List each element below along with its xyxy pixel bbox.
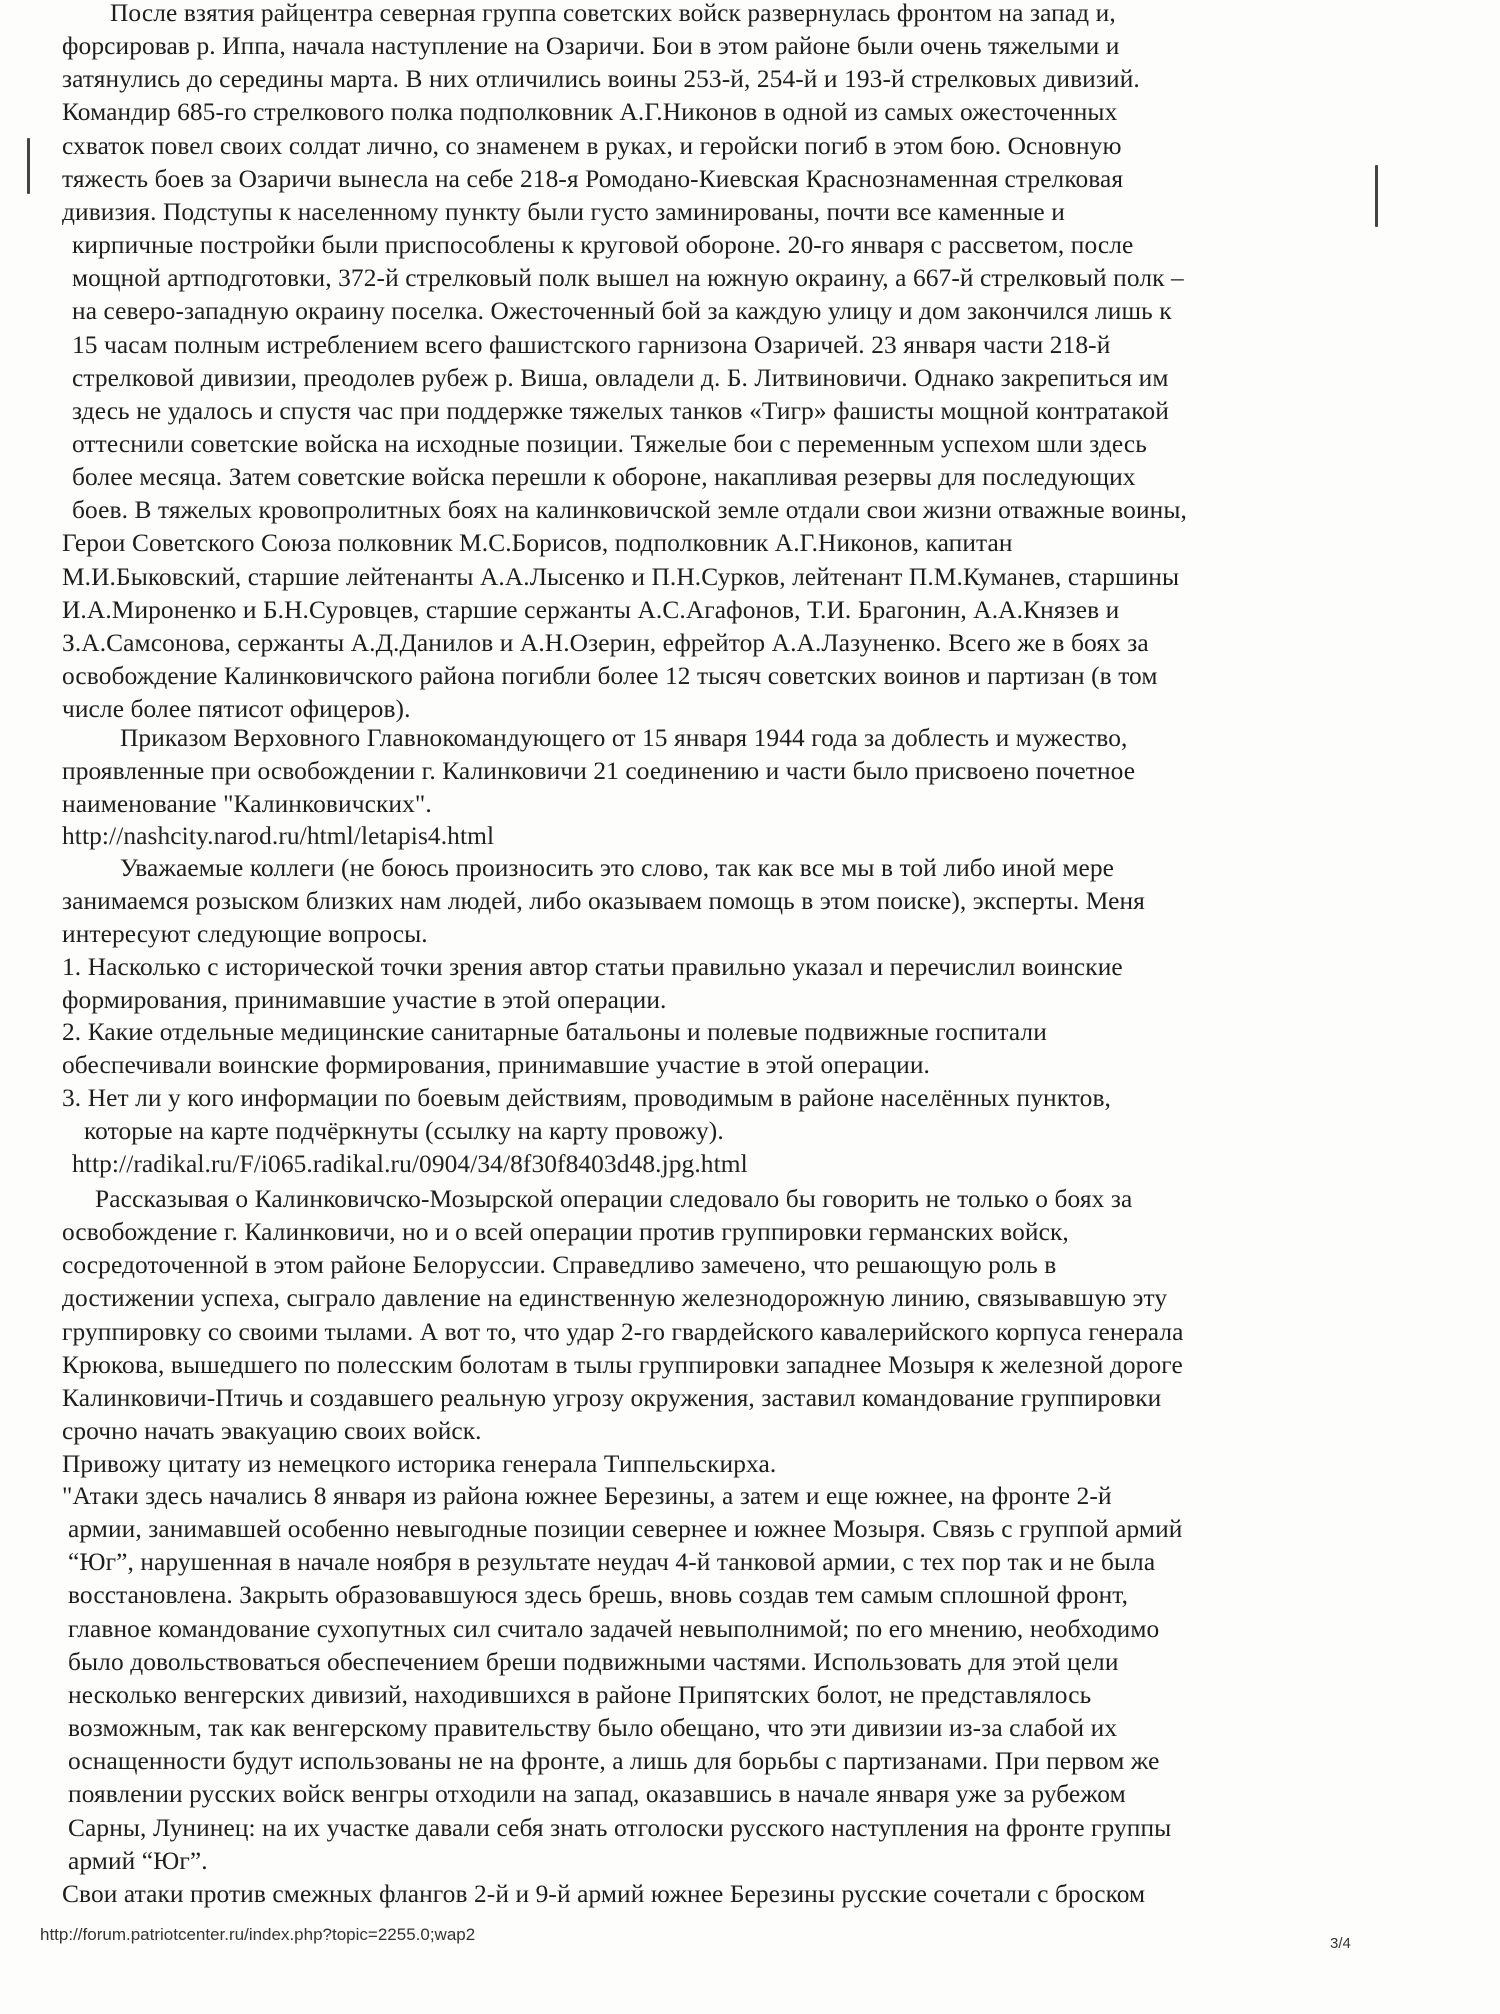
text-line: тяжесть боев за Озаричи вынесла на себе 218-я Ромодано-Киевская Краснознаменная стрелковая <box>62 164 1124 193</box>
text-line: 3. Нет ли у кого информации по боевым действиям, проводимым в районе населённых пунктов, <box>62 1084 1111 1112</box>
text-line: освобождение г. Калинковичи, но и о всей операции против группировки германских войск, <box>62 1218 1069 1247</box>
text-line: появлении русских войск венгры отходили на запад, оказавшись в начале января уже за рубежом <box>68 1780 1126 1809</box>
text-line: “Юг”, нарушенная в начале ноября в результате неудач 4-й танковой армии, с тех пор так и не была <box>68 1548 1156 1577</box>
text-line: более месяца. Затем советские войска перешли к обороне, накапливая резервы для последующих <box>72 463 1136 492</box>
text-line: было довольствоваться обеспечением бреши подвижными частями. Использовать для этой цели <box>68 1647 1119 1676</box>
text-line: 15 часам полным истреблением всего фашистского гарнизона Озаричей. 23 января части 218-й <box>72 330 1111 359</box>
text-line: форсировав р. Иппа, начала наступление на Озаричи. Бои в этом районе были очень тяжелыми и <box>62 32 1120 61</box>
text-line: достижении успеха, сыграло давление на единственную железнодорожную линию, связывавшую эту <box>62 1284 1168 1313</box>
text-line: обеспечивали воинские формирования, принимавшие участие в этой операции. <box>62 1051 930 1080</box>
text-line: Сарны, Лунинец: на их участке давали себя знать отголоски русского наступления на фронте группы <box>68 1813 1172 1842</box>
text-line: проявленные при освобождении г. Калинковичи 21 соединению и части было присвоено почетное <box>62 757 1136 786</box>
text-line: затянулись до середины марта. В них отличились воины 253-й, 254-й и 193-й стрелковых дивизий. <box>62 65 1140 94</box>
link-url[interactable]: http://radikal.ru/F/i065.radikal.ru/0904/34/8f30f8403d48.jpg.html <box>72 1150 748 1178</box>
text-line: Приказом Верховного Главнокомандующего от 15 января 1944 года за доблесть и мужество, <box>120 724 1128 752</box>
text-line: занимаемся розыском близких нам людей, либо оказываем помощь в этом поиске), эксперты. Меня <box>62 887 1145 916</box>
text-line: М.И.Быковский, старшие лейтенанты А.А.Лысенко и П.Н.Сурков, лейтенант П.М.Куманев, старшины <box>62 562 1180 591</box>
text-line: 2. Какие отдельные медицинские санитарные батальоны и полевые подвижные госпитали <box>62 1018 1047 1046</box>
text-line: кирпичные постройки были приспособлены к круговой обороне. 20-го января с рассветом, после <box>72 231 1134 260</box>
text-line: наименование "Калинковичских". <box>62 790 432 819</box>
text-line: сосредоточенной в этом районе Белоруссии. Справедливо замечено, что решающую роль в <box>62 1251 1057 1280</box>
text-line: группировку со своими тылами. А вот то, что удар 2-го гвардейского кавалерийского корпуса генерала <box>62 1317 1184 1346</box>
text-line: боев. В тяжелых кровопролитных боях на калинковичской земле отдали свои жизни отважные воины, <box>72 496 1187 525</box>
text-line: здесь не удалось и спустя час при поддержке тяжелых танков «Тигр» фашисты мощной контратакой <box>72 396 1169 425</box>
text-line: оснащенности будут использованы не на фронте, а лишь для борьбы с партизанами. При первом же <box>68 1747 1160 1776</box>
text-line: Свои атаки против смежных флангов 2-й и 9-й армий южнее Березины русские сочетали с броском <box>62 1880 1146 1908</box>
text-line: главное командование сухопутных сил считало задачей невыполнимой; по его мнению, необходимо <box>68 1614 1160 1643</box>
text-line: интересуют следующие вопросы. <box>62 920 428 949</box>
text-line: Уважаемые коллеги (не боюсь произносить это слово, так как все мы в той либо иной мере <box>120 854 1115 882</box>
text-line: армий “Юг”. <box>68 1846 208 1875</box>
footer-url[interactable]: http://forum.patriotcenter.ru/index.php?topic=2255.0;wap2 <box>40 1925 476 1944</box>
scan-margin-mark-right <box>1375 165 1378 227</box>
text-line: З.А.Самсонова, сержанты А.Д.Данилов и А.Н.Озерин, ефрейтор А.А.Лазуненко. Всего же в боях за <box>62 628 1149 657</box>
text-line: стрелковой дивизии, преодолев рубеж р. Виша, овладели д. Б. Литвиновичи. Однако закрепиться им <box>72 363 1169 392</box>
page-number: 3/4 <box>1330 1935 1351 1952</box>
text-line: оттеснили советские войска на исходные позиции. Тяжелые бои с переменным успехом шли здесь <box>72 429 1147 458</box>
text-line: Герои Советского Союза полковник М.С.Борисов, подполковник А.Г.Никонов, капитан <box>62 529 1013 558</box>
text-line: освобождение Калинковичского района погибли более 12 тысяч советских воинов и партизан (в том <box>62 662 1158 690</box>
text-line: мощной артподготовки, 372-й стрелковый полк вышел на южную окраину, а 667-й стрелковый полк – <box>72 264 1184 293</box>
text-line: числе более пятисот офицеров). <box>62 695 411 724</box>
text-line: на северо-западную окраину поселка. Ожесточенный бой за каждую улицу и дом закончился лишь к <box>72 297 1172 326</box>
text-line: срочно начать эвакуацию своих войск. <box>62 1417 482 1446</box>
text-line: несколько венгерских дивизий, находившихся в районе Припятских болот, не представлялось <box>68 1680 1092 1709</box>
text-line: Привожу цитату из немецкого историка генерала Типпельскирха. <box>62 1450 777 1478</box>
text-line: После взятия райцентра северная группа советских войск развернулась фронтом на запад и, <box>110 0 1116 27</box>
text-line: армии, занимавшей особенно невыгодные позиции севернее и южнее Мозыря. Связь с группой армий <box>68 1515 1183 1544</box>
text-line: формирования, принимавшие участие в этой операции. <box>62 986 667 1015</box>
text-line: схваток повел своих солдат лично, со знаменем в руках, и геройски погиб в этом бою. Основную <box>62 131 1122 160</box>
scan-margin-mark-left <box>27 138 30 194</box>
text-line: Крюкова, вышедшего по полесским болотам в тылы группировки западнее Мозыря к железной дороге <box>62 1350 1183 1379</box>
text-line: возможным, так как венгерскому правительству было обещано, что эти дивизии из-за слабой их <box>68 1714 1118 1743</box>
text-line: дивизия. Подступы к населенному пункту были густо заминированы, почти все каменные и <box>62 197 1065 226</box>
text-line: И.А.Мироненко и Б.Н.Суровцев, старшие сержанты А.С.Агафонов, Т.И. Брагонин, А.А.Князев и <box>62 595 1120 624</box>
text-line: которые на карте подчёркнуты (ссылку на карту провожу). <box>84 1117 724 1146</box>
text-line: Калинковичи-Птичь и создавшего реальную угрозу окружения, заставил командование группировки <box>62 1383 1162 1412</box>
text-line: 1. Насколько с исторической точки зрения автор статьи правильно указал и перечислил воинские <box>62 953 1123 981</box>
text-line: Командир 685-го стрелкового полка подполковник А.Г.Никонов в одной из самых ожесточенных <box>62 98 1118 127</box>
text-line: Рассказывая о Калинковичско-Мозырской операции следовало бы говорить не только о боях за <box>95 1185 1133 1213</box>
text-line: восстановлена. Закрыть образовавшуюся здесь брешь, вновь создав тем самым сплошной фронт, <box>68 1581 1129 1610</box>
text-line: "Атаки здесь начались 8 января из района южнее Березины, а затем и еще южнее, на фронте 2-й <box>62 1482 1112 1510</box>
link-url[interactable]: http://nashcity.narod.ru/html/letapis4.html <box>62 822 495 850</box>
